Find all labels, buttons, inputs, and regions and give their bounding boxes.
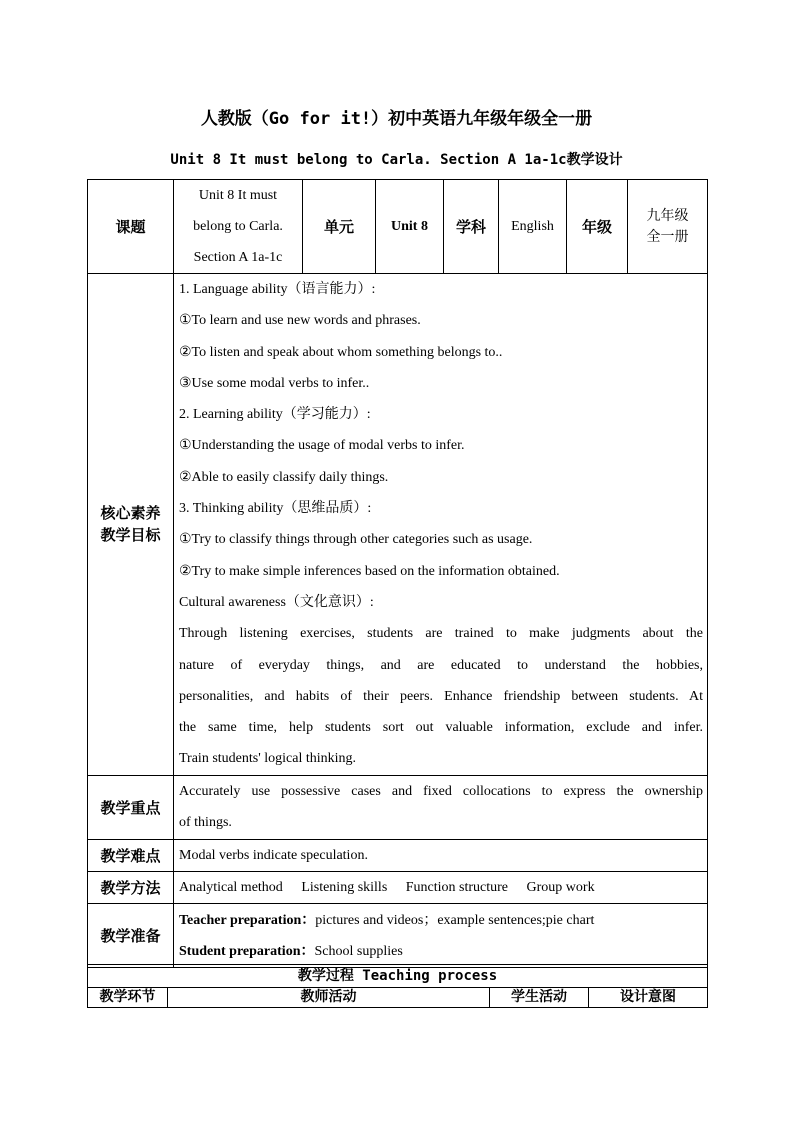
objective-line: ①Try to classify things through other categories such as usage. <box>179 532 533 548</box>
key-points-content <box>174 775 708 839</box>
methods-row <box>88 872 708 904</box>
cultural-paragraph-line: the same time, help students sort out valuable information, exclude and infer. <box>179 720 703 736</box>
process-header-teacher: 教师活动 <box>168 988 490 1008</box>
unit-value: Unit 8 <box>376 180 444 274</box>
preparation-content <box>174 904 708 968</box>
subject-label: 学科 <box>444 180 499 274</box>
student-preparation-label: Student preparation： <box>179 943 315 959</box>
topic-label: 课题 <box>88 180 174 274</box>
cultural-paragraph-line: Through listening exercises, students are trained to make judgments about the <box>179 626 703 642</box>
grade-value-line: 全一册 <box>646 228 689 245</box>
objective-line: ②Able to easily classify daily things. <box>179 469 389 485</box>
key-points-line: Accurately use possessive cases and fixed collocations to express the ownership <box>179 783 703 799</box>
objectives-label-line: 核心素养 <box>100 504 161 523</box>
grade-label: 年级 <box>567 180 628 274</box>
preparation-row <box>88 904 708 968</box>
document-subtitle: Unit 8 It must belong to Carla. Section A 1a-1c教学设计 <box>170 152 623 168</box>
process-header-row <box>88 988 708 1008</box>
preparation-label: 教学准备 <box>88 904 174 968</box>
objectives-label <box>88 274 174 776</box>
method-item: Group work <box>526 880 595 896</box>
method-item: Listening skills <box>301 880 388 896</box>
teacher-preparation-label: Teacher preparation： <box>179 912 316 928</box>
objective-line: ①Understanding the usage of modal verbs to infer. <box>179 438 465 454</box>
difficulties-row <box>88 839 708 871</box>
objectives-row <box>88 274 708 776</box>
grade-value-line: 九年级 <box>646 207 689 224</box>
topic-value-line: Unit 8 It must <box>198 188 278 203</box>
student-preparation <box>179 936 703 967</box>
topic-value <box>174 180 303 274</box>
cultural-paragraph-line: personalities, and habits of their peers. Enhance friendship between students. At <box>179 688 703 704</box>
topic-value-line: Section A 1a-1c <box>193 250 283 265</box>
objectives-content <box>174 274 708 776</box>
method-item: Analytical method <box>179 880 283 896</box>
grade-value <box>628 180 708 274</box>
difficulties-content: Modal verbs indicate speculation. <box>174 839 708 871</box>
process-title: 教学过程 Teaching process <box>88 965 708 988</box>
document-title: 人教版（Go for it!）初中英语九年级年级全一册 <box>200 109 593 129</box>
process-title-row <box>88 965 708 988</box>
teacher-preparation-text: pictures and videos；example sentences;pie chart <box>315 912 595 928</box>
key-points-line: of things. <box>179 815 232 831</box>
objective-line: ①To learn and use new words and phrases. <box>179 313 421 329</box>
methods-label: 教学方法 <box>88 872 174 904</box>
difficulties-label: 教学难点 <box>88 839 174 871</box>
objectives-label-line: 教学目标 <box>100 526 161 545</box>
process-header-stage: 教学环节 <box>88 988 168 1008</box>
process-header-student: 学生活动 <box>490 988 589 1008</box>
student-preparation-text: School supplies <box>314 943 403 959</box>
process-header-intent: 设计意图 <box>589 988 708 1008</box>
method-item: Function structure <box>405 880 509 896</box>
objective-line: 3. Thinking ability（思维品质）: <box>179 501 372 517</box>
subject-value: English <box>499 180 567 274</box>
lesson-plan-table <box>87 179 708 968</box>
objective-line: 2. Learning ability（学习能力）: <box>179 407 371 423</box>
objective-line: Cultural awareness（文化意识）: <box>179 594 374 610</box>
teacher-preparation <box>179 905 703 936</box>
objective-line: ②Try to make simple inferences based on the information obtained. <box>179 563 560 579</box>
methods-content <box>174 872 708 904</box>
cultural-paragraph-line: Train students' logical thinking. <box>179 751 357 767</box>
topic-value-line: belong to Carla. <box>193 219 283 234</box>
process-table <box>87 964 708 1008</box>
cultural-paragraph-line: nature of everyday things, and are educated to understand the hobbies, <box>179 657 703 673</box>
unit-label: 单元 <box>303 180 376 274</box>
objective-line: ②To listen and speak about whom something belongs to.. <box>179 344 503 360</box>
objective-line: 1. Language ability（语言能力）: <box>179 282 376 297</box>
key-points-label: 教学重点 <box>88 775 174 839</box>
header-row <box>88 180 708 274</box>
key-points-row <box>88 775 708 839</box>
objective-line: ③Use some modal verbs to infer.. <box>179 375 370 391</box>
